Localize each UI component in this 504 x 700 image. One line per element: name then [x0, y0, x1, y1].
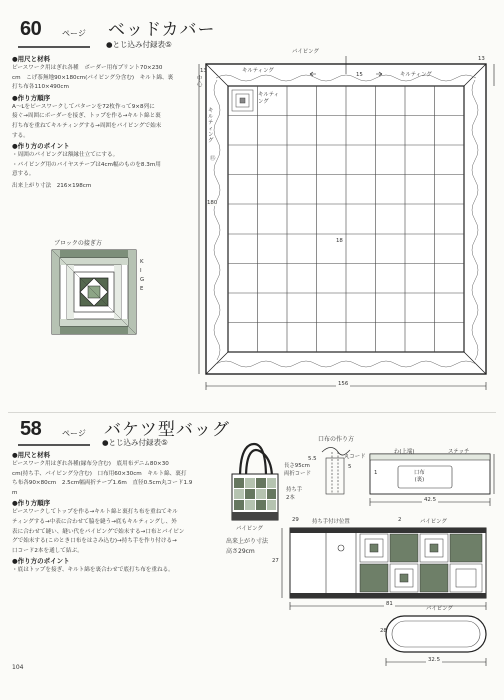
- label-rope: 丸コード: [344, 454, 366, 460]
- bag-body-diagram: [270, 514, 496, 610]
- points-heading: ●作り方のポイント: [12, 557, 70, 566]
- label-quilting-left: キルティング: [208, 108, 214, 144]
- dim-5.5: 5.5: [308, 456, 317, 462]
- handle-note: 持ち手 2本: [286, 487, 303, 501]
- bottom-piping-label: パイピング: [426, 606, 453, 612]
- page-ref-number: 60: [20, 18, 42, 40]
- bag-bottom-diagram: [376, 610, 496, 670]
- label-stitch: ステッチ: [448, 449, 470, 455]
- order-heading: ●作り方順序: [12, 93, 51, 102]
- dim-1: 1: [374, 470, 378, 476]
- page-number: 104: [12, 664, 24, 671]
- label-block-quilting: キルティング: [258, 92, 280, 105]
- block-letter: I: [140, 268, 142, 274]
- opening-cloth-diagram: [308, 444, 496, 514]
- dim-right-border: 13: [478, 56, 485, 62]
- points-text: ・底はトップを接ぎ、キルト綿を裏合わせで底打ち布を重ねる。: [12, 567, 174, 574]
- dim-left-border: 13: [200, 68, 207, 74]
- finished-size-heading: 出来上がり寸法: [226, 538, 269, 545]
- points-text: ・周囲のパイピングは額縁仕立てにする。 ・パイピング用のバイヤステープは4cm幅のものを8.3m用 意する。: [12, 152, 161, 178]
- block-diagram: [50, 248, 140, 338]
- label-piping: パイピング: [292, 49, 319, 55]
- dim-2: 2: [398, 517, 402, 523]
- dim-42.5: 42.5: [424, 497, 437, 503]
- cord-note: 長さ95cm 両折コード: [284, 463, 311, 477]
- title-rule: [18, 444, 90, 446]
- block-diagram-label: ブロックの接ぎ方: [54, 240, 102, 247]
- page-ref-label: ページ: [62, 429, 86, 438]
- section-title: ベッドカバー: [108, 20, 216, 40]
- dim-27: 27: [272, 558, 279, 564]
- label-center-mark: 中心: [197, 76, 203, 88]
- block-letter: K: [140, 259, 144, 265]
- dim-29: 29: [292, 517, 299, 523]
- section-subtitle: ●とじ込み付録表⑤: [106, 40, 172, 49]
- dim-bottom-width: 28: [380, 628, 387, 634]
- dim-width: 156: [338, 381, 349, 387]
- section-title: バケツ型バッグ: [104, 420, 230, 440]
- materials-heading: ●用尺と材料: [12, 55, 51, 63]
- dim-center: 18: [336, 238, 343, 244]
- label-inset: 口布 (裏): [414, 470, 425, 483]
- dim-height: 180: [207, 200, 218, 206]
- label-fold: わ(上端): [394, 449, 415, 455]
- materials-text: ピースワーク用はぎれ各種 ボーダー用布プリント70×230 cm こげ茶無地90×180cm(パイピング分含む) キルト綿、裏 打ち布各110×490cm: [12, 65, 174, 91]
- page-ref-number: 58: [20, 418, 42, 440]
- dim-5: 5: [348, 464, 352, 470]
- label-quilting: キルティング: [242, 68, 274, 74]
- label-quilting: キルティング: [400, 72, 432, 78]
- title-rule: [18, 46, 90, 48]
- order-text: ピースワークしてトップを作る→キルト綿と裏打ち布を重ねてキル ティングする→中表に合わせて脇を縫う→底もキルティングし、外 表に合わせて縫い、縫い代をパイピングで始末する→口布とパイピン グで始末する(このとき口布をはさみ込む)→持ち手を作り付ける→ 口コード2本を通して結ぶ。: [12, 509, 185, 554]
- handle-position-label: 持ち手付け位置: [312, 519, 350, 525]
- block-letter: G: [140, 277, 145, 283]
- points-heading: ●作り方のポイント: [12, 142, 70, 151]
- page-ref-label: ページ: [62, 29, 86, 38]
- finished-size: 出来上がり寸法 216×198cm: [12, 182, 92, 189]
- circle-mark: ⑮: [210, 156, 216, 162]
- dim-top: 15: [356, 72, 363, 78]
- materials-text: ピースワーク用はぎれ各種(縁布分含む) 底用布デニム80×30 cm(持ち手、パイピング分含む) 口布用60×30cm キルト綿、裏打 ち布各90×80cm 2.5cm幅両折テープ1.6m 直径0.5cm丸コード1.9 m: [12, 461, 193, 496]
- order-text: A～Lをピースワークしてパターンを72枚作って9×8列に 接ぐ→周囲にボーダーを接ぎ、トップを作る→キルト綿と裏 打ち布を重ねてキルティングする→周囲をパイピングで始末 する。: [12, 103, 162, 139]
- order-heading: ●作り方順序: [12, 499, 51, 508]
- dim-32.5: 32.5: [428, 657, 441, 663]
- bedcover-diagram: [196, 50, 496, 395]
- piping-label: パイピング: [420, 519, 447, 525]
- finished-size-value: 高さ29cm: [226, 548, 255, 555]
- bag-piping-label: パイピング: [236, 526, 263, 532]
- section-subtitle: ●とじ込み付録表⑤: [102, 438, 168, 447]
- section-divider: [8, 412, 496, 413]
- materials-heading: ●用尺と材料: [12, 451, 51, 459]
- opening-cloth-title: 口布の作り方: [318, 436, 355, 443]
- dim-81: 81: [386, 601, 393, 607]
- block-letter: E: [140, 286, 144, 292]
